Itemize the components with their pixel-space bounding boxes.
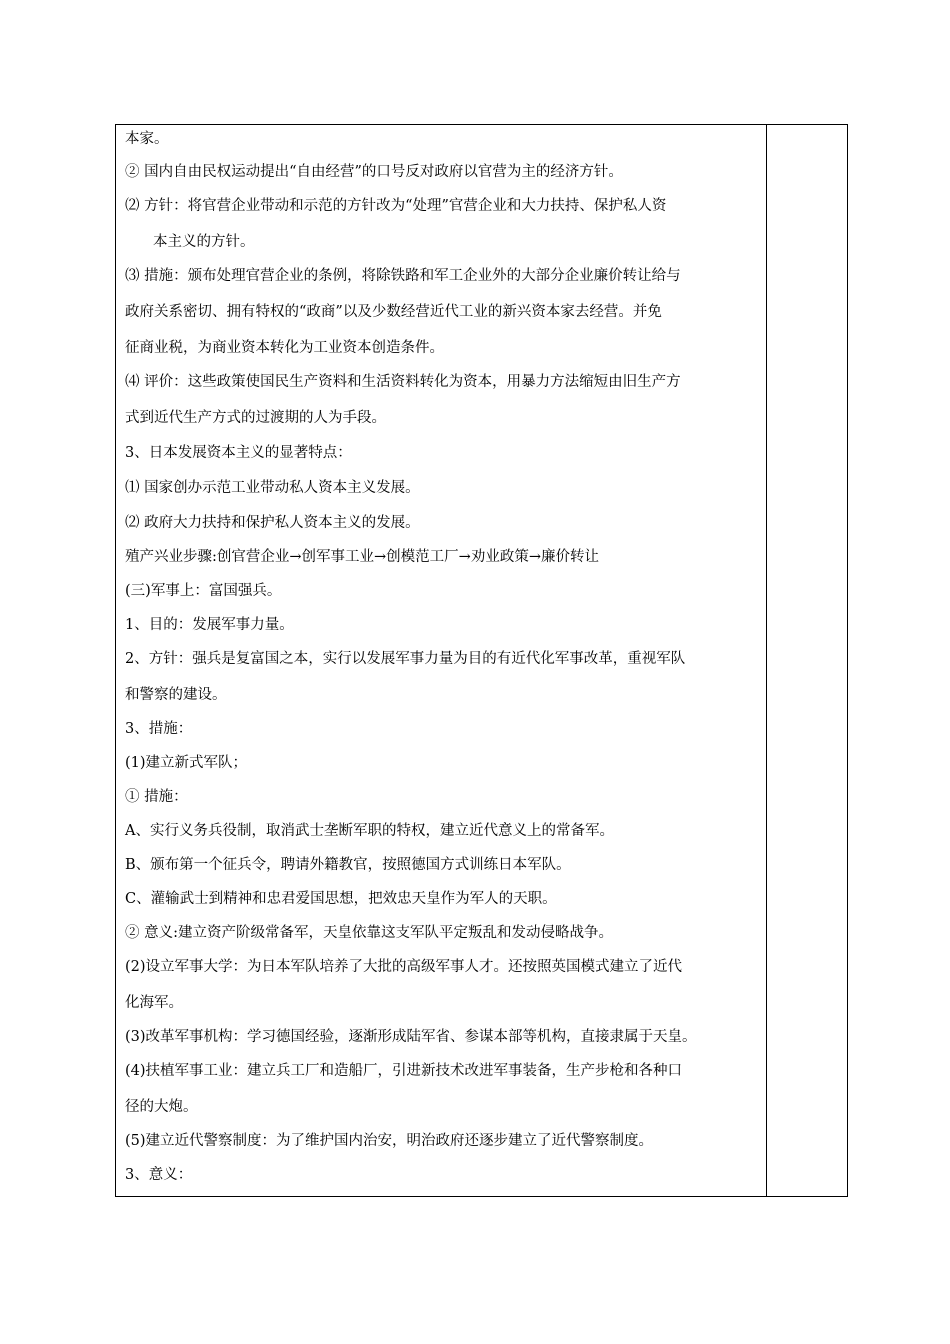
text-line: 式到近代生产方式的过渡期的人为手段。 <box>125 410 386 426</box>
text-line: 3、日本发展资本主义的显著特点： <box>125 445 352 461</box>
text-line: B、颁布第一个征兵令，聘请外籍教官，按照德国方式训练日本军队。 <box>125 857 571 873</box>
text-line: (4)扶植军事工业：建立兵工厂和造船厂，引进新技术改进军事装备，生产步枪和各种口 <box>125 1063 683 1079</box>
text-line: 化海军。 <box>125 995 183 1011</box>
text-line: (三)军事上：富国强兵。 <box>125 583 282 599</box>
text-line: 和警察的建设。 <box>125 687 227 703</box>
text-line: (5)建立近代警察制度：为了维护国内治安，明治政府还逐步建立了近代警察制度。 <box>125 1133 654 1149</box>
text-line: 3、意义： <box>125 1167 193 1183</box>
text-line: ⑷ 评价：这些政策使国民生产资料和生活资料转化为资本，用暴力方法缩短由旧生产方 <box>125 374 681 390</box>
text-line: (2)设立军事大学：为日本军队培养了大批的高级军事人才。还按照英国模式建立了近代 <box>125 959 683 975</box>
text-line: ② 国内自由民权运动提出“自由经营”的口号反对政府以官营为主的经济方针。 <box>125 164 623 180</box>
text-line: 3、措施： <box>125 721 193 737</box>
main-text-cell <box>125 125 765 1196</box>
text-line: ⑵ 方针：将官营企业带动和示范的方针改为“处理”官营企业和大力扶持、保护私人资 <box>125 198 667 214</box>
text-line: (3)改革军事机构：学习德国经验，逐渐形成陆军省、参谋本部等机构，直接隶属于天皇。 <box>125 1029 697 1045</box>
text-line: 径的大炮。 <box>125 1099 198 1115</box>
text-line: ② 意义:建立资产阶级常备军，天皇依靠这支军队平定叛乱和发动侵略战争。 <box>125 925 613 941</box>
text-line: 征商业税，为商业资本转化为工业资本创造条件。 <box>125 340 444 356</box>
column-divider <box>766 125 767 1196</box>
text-line: ⑴ 国家创办示范工业带动私人资本主义发展。 <box>125 480 420 496</box>
text-line: C、灌输武士到精神和忠君爱国思想，把效忠天皇作为军人的天职。 <box>125 891 557 907</box>
text-line: ⑵ 政府大力扶持和保护私人资本主义的发展。 <box>125 515 420 531</box>
text-line: 政府关系密切、拥有特权的“政商”以及少数经营近代工业的新兴资本家去经营。并免 <box>125 304 662 320</box>
text-line: 1、目的：发展军事力量。 <box>125 617 294 633</box>
text-line: A、实行义务兵役制，取消武士垄断军职的特权，建立近代意义上的常备军。 <box>125 823 614 839</box>
text-line: ⑶ 措施：颁布处理官营企业的条例，将除铁路和军工企业外的大部分企业廉价转让给与 <box>125 268 681 284</box>
text-line: 2、方针：强兵是复富国之本，实行以发展军事力量为目的有近代化军事改革，重视军队 <box>125 651 686 667</box>
text-line: (1)建立新式军队； <box>125 755 248 771</box>
text-line: 本主义的方针。 <box>153 234 255 250</box>
text-line: ① 措施： <box>125 789 188 805</box>
text-line: 殖产兴业步骤:创官营企业→创军事工业→创模范工厂→劝业政策→廉价转让 <box>125 549 599 565</box>
text-line: 本家。 <box>125 131 169 147</box>
content-table <box>115 124 848 1197</box>
